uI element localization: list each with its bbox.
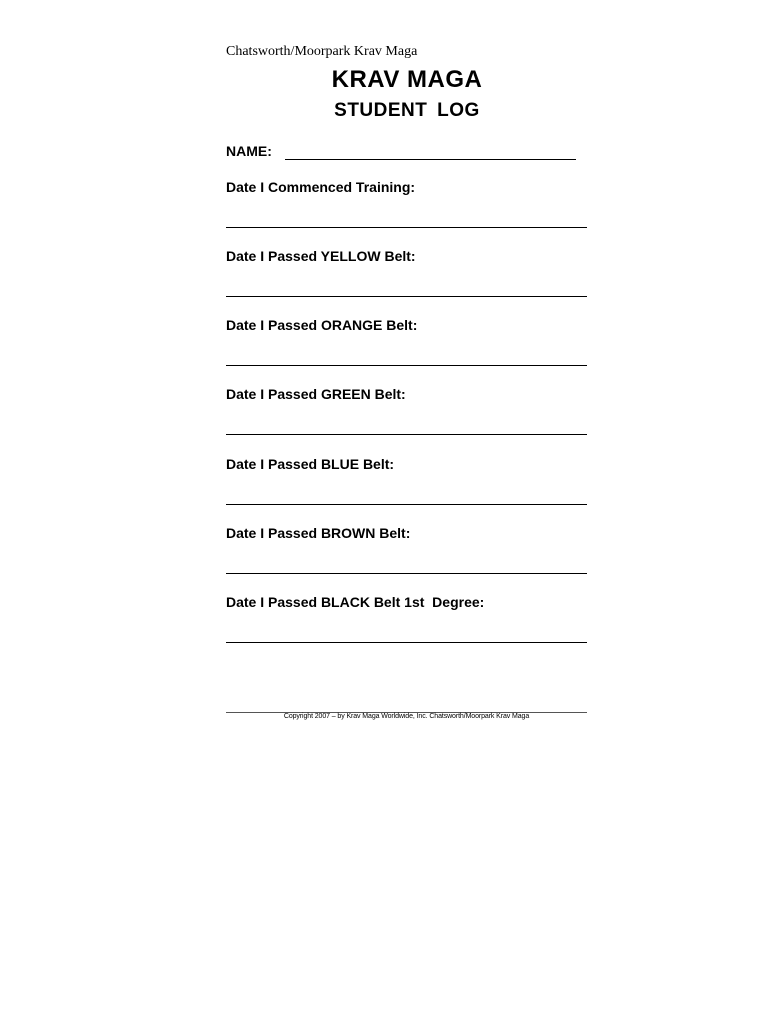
name-label: NAME: (226, 143, 272, 159)
brown-belt-blank-line[interactable] (226, 573, 587, 574)
black-belt-label: Date I Passed BLACK Belt 1st Degree: (226, 594, 485, 610)
student-log-page (226, 0, 588, 1024)
green-belt-label: Date I Passed GREEN Belt: (226, 386, 406, 402)
commenced-training-label: Date I Commenced Training: (226, 179, 416, 195)
orange-belt-label: Date I Passed ORANGE Belt: (226, 317, 418, 333)
organization-name: Chatsworth/Moorpark Krav Maga (226, 44, 418, 59)
black-belt-blank-line[interactable] (226, 642, 587, 643)
commenced-training-blank-line[interactable] (226, 227, 587, 228)
copyright-notice: Copyright 2007 – by Krav Maga Worldwide, Inc. Chatsworth/Moorpark Krav Maga (283, 713, 530, 720)
yellow-belt-blank-line[interactable] (226, 296, 587, 297)
page-title: KRAV MAGA (331, 66, 483, 93)
brown-belt-label: Date I Passed BROWN Belt: (226, 525, 411, 541)
orange-belt-blank-line[interactable] (226, 365, 587, 366)
blue-belt-blank-line[interactable] (226, 504, 587, 505)
name-row (226, 143, 588, 163)
name-blank-line[interactable] (285, 159, 576, 160)
yellow-belt-label: Date I Passed YELLOW Belt: (226, 248, 416, 264)
green-belt-blank-line[interactable] (226, 434, 587, 435)
page-subtitle: STUDENT LOG (334, 100, 480, 121)
blue-belt-label: Date I Passed BLUE Belt: (226, 456, 395, 472)
